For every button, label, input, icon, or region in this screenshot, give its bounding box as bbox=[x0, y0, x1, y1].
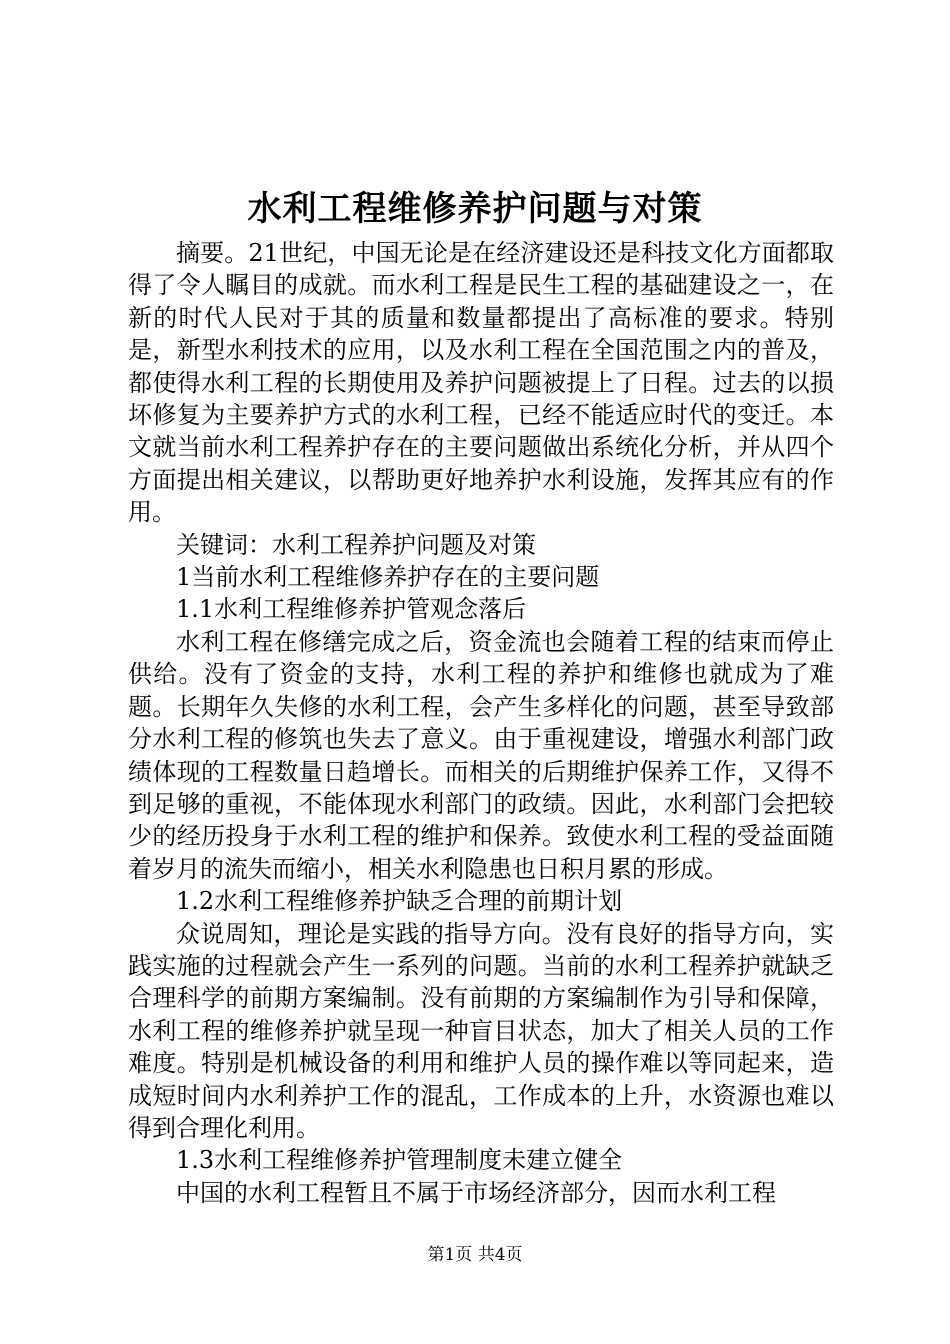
document-title: 水利工程维修养护问题与对策 bbox=[247, 189, 703, 229]
body-paragraph: 众说周知，理论是实践的指导方向。没有良好的指导方向，实践实施的过程就会产生一系列的问题。当前的水利工程养护就缺乏合理科学的前期方案编制。没有前期的方案编制作为引导和保障，水利工程的维修养护就呈现一种盲目状态，加大了相关人员的工作难度。特别是机械设备的利用和维护人员的操作难以等同起来，造成短时间内水利养护工作的混乱，工作成本的上升，水资源也难以得到合理化利用。 bbox=[128, 919, 834, 1142]
abstract-paragraph: 摘要。21世纪，中国无论是在经济建设还是科技文化方面都取得了令人瞩目的成就。而水利工程是民生工程的基础建设之一，在新的时代人民对于其的质量和数量都提出了高标准的要求。特别是，新型水利技术的应用，以及水利工程在全国范围之内的普及，都使得水利工程的长期使用及养护问题被提上了日程。过去的以损坏修复为主要养护方式的水利工程，已经不能适应时代的变迁。本文就当前水利工程养护存在的主要问题做出系统化分析，并从四个方面提出相关建议，以帮助更好地养护水利设施，发挥其应有的作用。 bbox=[128, 239, 834, 527]
subsection-heading-1-2: 1.2水利工程维修养护缺乏合理的前期计划 bbox=[176, 887, 623, 916]
subsection-heading-1-3: 1.3水利工程维修养护管理制度未建立健全 bbox=[176, 1146, 623, 1175]
body-paragraph: 中国的水利工程暂且不属于市场经济部分，因而水利工程 bbox=[176, 1178, 776, 1207]
page-number-footer: 第1页 共4页 bbox=[427, 1245, 523, 1265]
body-paragraph: 水利工程在修缮完成之后，资金流也会随着工程的结束而停止供给。没有了资金的支持，水利工程的养护和维修也就成为了难题。长期年久失修的水利工程，会产生多样化的问题，甚至导致部分水利工程的修筑也失去了意义。由于重视建设，增强水利部门政绩体现的工程数量日趋增长。而相关的后期维护保养工作，又得不到足够的重视，不能体现水利部门的政绩。因此，水利部门会把较少的经历投身于水利工程的维护和保养。致使水利工程的受益面随着岁月的流失而缩小，相关水利隐患也日积月累的形成。 bbox=[128, 627, 834, 883]
keywords-line: 关键词：水利工程养护问题及对策 bbox=[176, 530, 536, 559]
section-heading-1: 1当前水利工程维修养护存在的主要问题 bbox=[176, 563, 600, 592]
document-body bbox=[128, 237, 834, 1209]
subsection-heading-1-1: 1.1水利工程维修养护管观念落后 bbox=[176, 595, 527, 624]
